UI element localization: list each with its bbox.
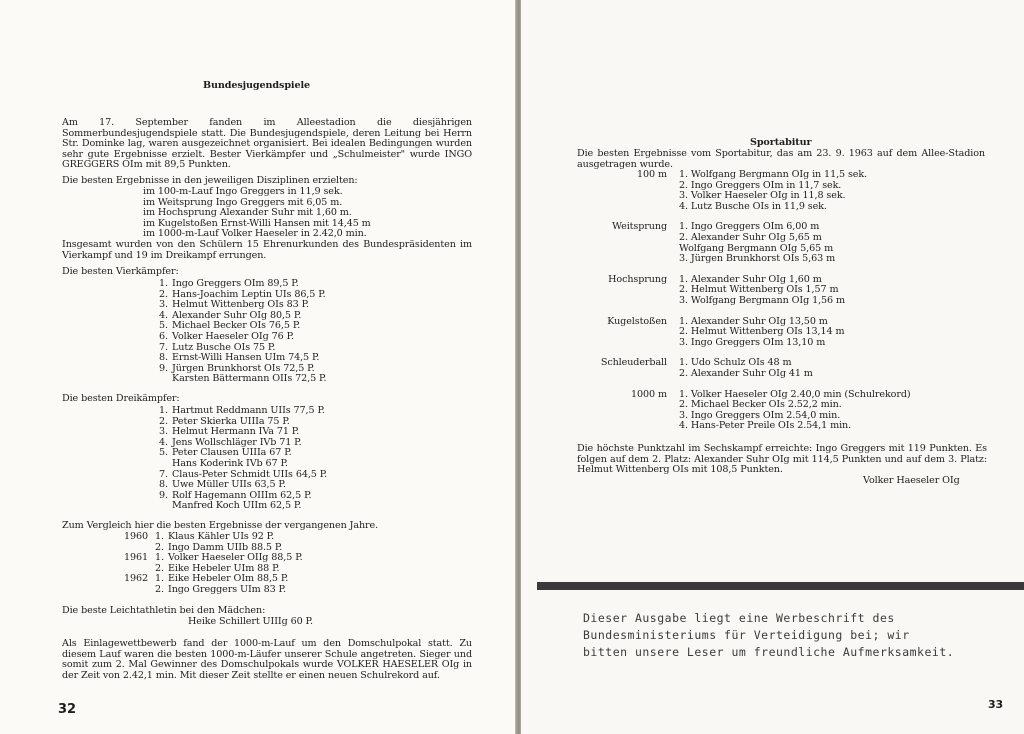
disciplines-list bbox=[143, 187, 371, 240]
ranking-entry: Volker Haeseler OIIg 88,5 P. bbox=[168, 552, 303, 564]
ranking-row bbox=[112, 532, 303, 543]
ranking-entry: Jens Wollschläger IVb 71 P. bbox=[172, 436, 302, 448]
event-result-row: 2. Helmut Wittenberg OIs 1,57 m bbox=[679, 284, 839, 296]
ranking-place: 3. bbox=[159, 299, 168, 311]
event-result-row: 1. Volker Haeseler OIg 2.40,0 min (Schulrekord) bbox=[679, 388, 911, 400]
event-results bbox=[679, 170, 1011, 212]
event-label: Weitsprung bbox=[612, 221, 667, 233]
ranking-entry: Hans Koderink IVb 67 P. bbox=[172, 457, 288, 469]
event-result-row: 1. Udo Schulz OIs 48 m bbox=[679, 357, 792, 369]
event-group bbox=[571, 170, 1011, 212]
ranking-year: 1960 bbox=[123, 531, 148, 542]
ranking-place: 6. bbox=[159, 330, 168, 342]
ranking-place bbox=[156, 501, 168, 512]
event-result-row: 2. Helmut Wittenberg OIs 13,14 m bbox=[679, 326, 845, 338]
vergleich-heading: Zum Vergleich hier die besten Ergebnisse der vergangenen Jahre. bbox=[62, 520, 379, 531]
discipline-result: im Hochsprung Alexander Suhr mit 1,60 m. bbox=[143, 207, 352, 219]
ranking-entry: Rolf Hagemann OIIIm 62,5 P. bbox=[172, 489, 312, 501]
ranking-entry: Claus-Peter Schmidt UIIs 64,5 P. bbox=[172, 468, 328, 480]
event-results bbox=[679, 275, 1011, 307]
ranking-row bbox=[156, 279, 326, 290]
ranking-entry: Alexander Suhr OIg 80,5 P. bbox=[172, 309, 302, 321]
page-number-left: 32 bbox=[58, 702, 76, 717]
vergleich-list bbox=[112, 532, 303, 596]
dreikampf-heading: Die besten Dreikämpfer: bbox=[62, 393, 180, 404]
event-result-row: 1. Alexander Suhr OIg 13,50 m bbox=[679, 315, 828, 327]
ranking-entry: Hans-Joachim Leptin UIs 86,5 P. bbox=[172, 288, 326, 300]
ranking-place: 9. bbox=[159, 489, 168, 501]
sportabitur-intro: Die besten Ergebnisse vom Sportabitur, das am 23. 9. 1963 auf dem Allee-Stadion ausgetragen wurde. bbox=[577, 148, 985, 170]
author-signature: Volker Haeseler OIg bbox=[863, 475, 960, 486]
event-group bbox=[571, 222, 1011, 264]
notice-line: bitten unsere Leser um freundliche Aufmerksamkeit. bbox=[583, 645, 955, 659]
ranking-year bbox=[112, 585, 148, 596]
event-result-row: 1. Wolfgang Bergmann OIg in 11,5 sek. bbox=[679, 169, 868, 180]
ranking-place: 4. bbox=[159, 309, 168, 321]
discipline-result: im Weitsprung Ingo Greggers mit 6,05 m. bbox=[143, 196, 343, 208]
ranking-entry: Peter Clausen UIIIa 67 P. bbox=[172, 447, 292, 459]
ranking-place: 2. bbox=[155, 583, 164, 595]
event-result-row: 1. Ingo Greggers OIm 6,00 m bbox=[679, 221, 820, 233]
ranking-place: 4. bbox=[159, 436, 168, 448]
ranking-year: 1962 bbox=[123, 573, 148, 585]
event-result-row: 2. Ingo Greggers OIm in 11,7 sek. bbox=[679, 179, 842, 191]
event-results bbox=[679, 222, 1011, 264]
ranking-entry: Ernst-Willi Hansen UIm 74,5 P. bbox=[172, 352, 320, 364]
vierkampf-list bbox=[156, 279, 326, 385]
ranking-entry: Volker Haeseler OIg 76 P. bbox=[172, 330, 294, 342]
ranking-place: 5. bbox=[159, 320, 168, 332]
dreikampf-list bbox=[156, 406, 327, 512]
ranking-year: 1961 bbox=[123, 552, 148, 564]
page-right bbox=[521, 0, 1024, 734]
event-result-row: 3. Ingo Greggers OIm 2.54,0 min. bbox=[679, 409, 841, 421]
ranking-entry: Hartmut Reddmann UIIs 77,5 P. bbox=[172, 405, 325, 416]
ranking-entry: Jürgen Brunkhorst OIs 72,5 P. bbox=[172, 362, 315, 374]
article-title-sportabitur: Sportabitur bbox=[750, 137, 812, 148]
ranking-place: 2. bbox=[155, 562, 164, 574]
event-results bbox=[679, 390, 1011, 432]
discipline-result: im Kugelstoßen Ernst-Willi Hansen mit 14,45 m bbox=[143, 217, 371, 229]
ranking-place: 1. bbox=[155, 552, 164, 564]
ranking-entry: Ingo Greggers OIm 89,5 P. bbox=[172, 278, 299, 289]
ranking-row bbox=[156, 501, 327, 512]
event-result-row: 4. Lutz Busche OIs in 11,9 sek. bbox=[679, 200, 827, 212]
event-results bbox=[679, 358, 1011, 379]
event-result-row: 2. Alexander Suhr OIg 41 m bbox=[679, 367, 813, 379]
ranking-row bbox=[156, 332, 326, 343]
sechskampf-summary: Die höchste Punktzahl im Sechskampf erreichte: Ingo Greggers mit 119 Punkten. Es folgen auf dem 2. Platz: Alexander Suhr OIg mit 114,5 Punkten und auf dem 3. Platz: Helmut Wittenberg OIs mit 108,5 Punkten. bbox=[577, 443, 987, 476]
ranking-place: 8. bbox=[159, 352, 168, 364]
discipline-result: im 1000-m-Lauf Volker Haeseler in 2.42,0 min. bbox=[143, 228, 367, 240]
disciplines-heading: Die besten Ergebnisse in den jeweiligen Disziplinen erzielten: bbox=[62, 175, 358, 186]
ranking-row bbox=[156, 459, 327, 470]
event-group bbox=[571, 358, 1011, 379]
event-results bbox=[679, 317, 1011, 349]
ranking-entry: Helmut Wittenberg OIs 83 P. bbox=[172, 299, 309, 311]
ranking-entry: Helmut Hermann IVa 71 P. bbox=[172, 426, 300, 438]
ranking-entry: Uwe Müller UIIs 63,5 P. bbox=[172, 479, 286, 491]
notice-line: Dieser Ausgabe liegt eine Werbeschrift des bbox=[583, 611, 895, 625]
event-result-row: 3. Volker Haeseler OIg in 11,8 sek. bbox=[679, 190, 846, 202]
ranking-place: 2. bbox=[159, 415, 168, 427]
ranking-place: 8. bbox=[159, 479, 168, 491]
ranking-entry: Lutz Busche OIs 75 P. bbox=[172, 341, 276, 353]
ranking-entry: Ingo Greggers UIm 83 P. bbox=[168, 583, 286, 595]
ranking-entry: Karsten Bättermann OIIs 72,5 P. bbox=[172, 373, 327, 385]
ranking-entry: Klaus Kähler UIs 92 P. bbox=[168, 531, 275, 542]
ranking-entry: Peter Skierka UIIIa 75 P. bbox=[172, 415, 290, 427]
ranking-row bbox=[156, 374, 326, 385]
ranking-place: 1. bbox=[159, 405, 168, 416]
ranking-entry: Eike Hebeler UIm 88 P. bbox=[168, 562, 280, 574]
event-label: 1000 m bbox=[631, 388, 667, 400]
intro-paragraph: Am 17. September fanden im Alleestadion die diesjährigen Sommerbundesjugendspiele statt. Die Bundesjugendspiele, deren Leitung bei Herrn Str. Dominke lag, waren ausgezeichnet organisiert. Bei idealen Bedingungen wurden sehr gute Ergebnisse erzielt. Bester Vierkämpfer und „Schulmeister" wurde INGO GREGGERS OIm mit 89,5 Punkten. bbox=[62, 117, 472, 171]
article-title-bundesjugendspiele: Bundesjugendspiele bbox=[203, 80, 311, 91]
ranking-row bbox=[112, 585, 303, 596]
event-label: Schleuderball bbox=[600, 357, 667, 369]
event-result-row: 3. Ingo Greggers OIm 13,10 m bbox=[679, 336, 826, 348]
event-label: Hochsprung bbox=[608, 273, 667, 285]
event-result-row: 2. Alexander Suhr OIg 5,65 m bbox=[679, 231, 822, 243]
ranking-place: 1. bbox=[159, 278, 168, 289]
notice-line: Bundesministeriums für Verteidigung bei; wir bbox=[583, 628, 910, 642]
event-result-row: 1. Alexander Suhr OIg 1,60 m bbox=[679, 273, 822, 285]
ranking-place: 9. bbox=[159, 362, 168, 374]
ranking-place: 5. bbox=[159, 447, 168, 459]
event-result-row: 4. Hans-Peter Preile OIs 2.54,1 min. bbox=[679, 420, 852, 432]
ranking-place: 1. bbox=[155, 531, 164, 542]
ranking-entry: Eike Hebeler OIm 88,5 P. bbox=[168, 573, 289, 585]
event-group bbox=[571, 317, 1011, 349]
page-number-right: 33 bbox=[988, 698, 1004, 711]
ranking-place: 3. bbox=[159, 426, 168, 438]
ranking-row bbox=[156, 406, 327, 417]
ranking-place: 2. bbox=[159, 288, 168, 300]
event-result-row: 3. Wolfgang Bergmann OIg 1,56 m bbox=[679, 294, 845, 306]
ranking-entry: Ingo Damm UIIb 88.5 P. bbox=[168, 541, 283, 553]
ranking-place: 2. bbox=[155, 541, 164, 553]
event-group bbox=[571, 390, 1011, 432]
event-label: Kugelstoßen bbox=[607, 315, 667, 327]
ranking-place bbox=[156, 459, 168, 470]
event-label: 100 m bbox=[637, 169, 667, 180]
ranking-place: 7. bbox=[159, 468, 168, 480]
ranking-place: 1. bbox=[155, 573, 164, 585]
vierkampf-heading: Die besten Vierkämpfer: bbox=[62, 266, 179, 277]
sportabitur-events bbox=[571, 170, 1011, 442]
event-group bbox=[571, 275, 1011, 307]
event-result-row: Wolfgang Bergmann OIg 5,65 m bbox=[679, 242, 834, 254]
ranking-place bbox=[156, 374, 168, 385]
event-result-row: 2. Michael Becker OIs 2.52,2 min. bbox=[679, 399, 842, 411]
notice-box bbox=[583, 610, 954, 661]
ranking-entry: Michael Becker OIs 76,5 P. bbox=[172, 320, 301, 332]
summary-paragraph: Insgesamt wurden von den Schülern 15 Ehrenurkunden des Bundespräsidenten im Vierkampf und 19 im Dreikampf errungen. bbox=[62, 239, 472, 261]
maedchen-winner: Heike Schillert UIIIg 60 P. bbox=[188, 616, 313, 627]
event-result-row: 3. Jürgen Brunkhorst OIs 5,63 m bbox=[679, 253, 836, 265]
discipline-result: im 100-m-Lauf Ingo Greggers in 11,9 sek. bbox=[143, 186, 343, 197]
separator-bar bbox=[537, 582, 1024, 590]
ranking-place: 7. bbox=[159, 341, 168, 353]
ranking-entry: Manfred Koch UIIm 62,5 P. bbox=[172, 500, 302, 512]
pokal-paragraph: Als Einlagewettbewerb fand der 1000-m-Lauf um den Domschulpokal statt. Zu diesem Lauf waren die besten 1000-m-Läufer unserer Schule angetreten. Sieger und somit zum 2. Mal Gewinner des Domschulpokals wurde VOLKER HAESELER OIg in der Zeit von 2.42,1 min. Mit dieser Zeit stellte er einen neuen Schulrekord auf. bbox=[62, 638, 472, 681]
maedchen-heading: Die beste Leichtathletin bei den Mädchen: bbox=[62, 605, 266, 616]
